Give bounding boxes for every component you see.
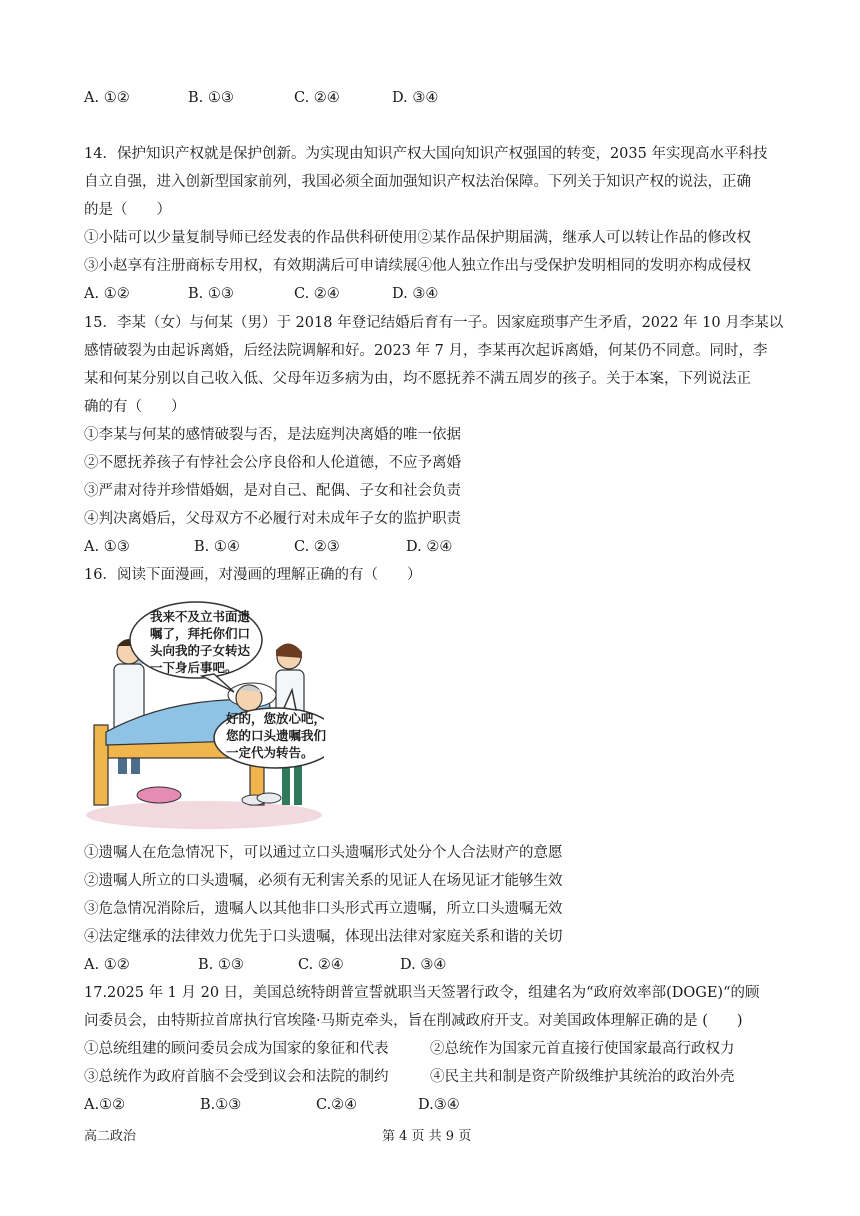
bubble-nurse-line: 好的，您放心吧， (226, 711, 327, 726)
q14-stem-line-3: 的是（ ） (84, 202, 171, 218)
q16-statement-3: ③危急情况消除后，遗嘱人以其他非口头形式再立遗嘱，所立口头遗嘱无效 (84, 901, 563, 917)
bubble-patient (150, 608, 250, 676)
q15-option-b: B. ①④ (194, 539, 240, 555)
q15-option-c: C. ②③ (294, 539, 340, 555)
q16-stem: 16．阅读下面漫画，对漫画的理解正确的有（ ） (84, 567, 422, 583)
q14-stem-line-1: 14．保护知识产权就是保护创新。为实现由知识产权大国向知识产权强国的转变，2035 年实现高水平科技 (84, 146, 768, 162)
q16-statement-1: ①遗嘱人在危急情况下，可以通过立口头遗嘱形式处分个人合法财产的意愿 (84, 845, 563, 861)
q13-option-c: C. ②④ (294, 90, 340, 106)
q16-statement-4: ④法定继承的法律效力优先于口头遗嘱，体现出法律对家庭关系和谐的关切 (84, 929, 563, 945)
q17-option-d: D.③④ (418, 1097, 460, 1113)
q17-statements-line-2 (84, 1067, 735, 1087)
bubble-nurse (226, 710, 326, 761)
q14-option-d: D. ③④ (392, 286, 439, 302)
q15-stem-line-1: 15．李某（女）与何某（男）于 2018 年登记结婚后育有一子。因家庭琐事产生矛盾，2022 年 10 月李某以 (84, 315, 784, 331)
q16-option-d: D. ③④ (400, 957, 447, 973)
q16-option-a: A. ①② (84, 957, 130, 973)
footer-page-number: 第 4 页 共 9 页 (382, 1129, 472, 1144)
q17-statement-3: ③总统作为政府首脑不会受到议会和法院的制约 (84, 1069, 389, 1085)
q17-statements-line-1 (84, 1039, 735, 1059)
q13-option-a: A. ①② (84, 90, 130, 106)
q17-option-a: A.①② (84, 1097, 126, 1113)
q17-statement-4: ④民主共和制是资产阶级维护其统治的政治外壳 (430, 1069, 735, 1085)
footer-subject: 高二政治 (84, 1129, 137, 1144)
q14-option-b: B. ①③ (188, 286, 234, 302)
q14-statements-line-1: ①小陆可以少量复制导师已经发表的作品供科研使用②某作品保护期届满，继承人可以转让作品的修改权 (84, 230, 751, 246)
q15-stem-line-3: 某和何某分别以自己收入低、父母年迈多病为由，均不愿抚养不满五周岁的孩子。关于本案，下列说法正 (84, 371, 751, 387)
bubble-patient-line: 我来不及立书面遗 (150, 609, 251, 624)
q15-option-a: A. ①③ (84, 539, 130, 555)
q14-statements-line-2: ③小赵享有注册商标专用权，有效期满后可申请续展④他人独立作出与受保护发明相同的发明亦构成侵权 (84, 258, 751, 274)
bubble-nurse-line: 一定代为转告。 (226, 745, 314, 760)
q17-stem-line-1: 17.2025 年 1 月 20 日，美国总统特朗普宣誓就职当天签署行政令，组建名为“政府效率部(DOGE)“的顾 (84, 985, 760, 1001)
q16-statement-2: ②遗嘱人所立的口头遗嘱，必须有无利害关系的见证人在场见证才能够生效 (84, 873, 563, 889)
q15-option-d: D. ②④ (406, 539, 453, 555)
q13-option-d: D. ③④ (392, 90, 439, 106)
q14-option-a: A. ①② (84, 286, 130, 302)
q17-option-b: B.①③ (200, 1097, 242, 1113)
q14-stem-line-2: 自立自强，进入创新型国家前列，我国必须全面加强知识产权法治保障。下列关于知识产权的说法，正确 (84, 174, 751, 190)
q13-option-b: B. ①③ (188, 90, 234, 106)
q15-statement-1: ①李某与何某的感情破裂与否，是法庭判决离婚的唯一依据 (84, 427, 461, 443)
q17-statement-1: ①总统组建的顾问委员会成为国家的象征和代表 (84, 1041, 389, 1057)
q16-option-b: B. ①③ (198, 957, 244, 973)
q16-option-c: C. ②④ (298, 957, 344, 973)
bubble-patient-line: 嘱了，拜托你们口 (150, 626, 251, 641)
q14-option-c: C. ②④ (294, 286, 340, 302)
q17-stem-line-2: 问委员会，由特斯拉首席执行官埃隆·马斯克牵头，旨在削减政府开支。对美国政体理解正确的是 ( ) (84, 1013, 743, 1029)
q15-statement-4: ④判决离婚后，父母双方不必履行对未成年子女的监护职责 (84, 511, 461, 527)
q17-statement-2: ②总统作为国家元首直接行使国家最高行政权力 (430, 1041, 735, 1057)
q15-statement-2: ②不愿抚养孩子有悖社会公序良俗和人伦道德，不应予离婚 (84, 455, 461, 471)
bubble-nurse-line: 您的口头遗嘱我们 (226, 728, 327, 743)
q15-stem-line-4: 确的有（ ） (84, 399, 186, 415)
bubble-patient-line: 一下身后事吧。 (150, 660, 238, 675)
q15-stem-line-2: 感情破裂为由起诉离婚，后经法院调解和好。2023 年 7 月，李某再次起诉离婚，何某仍不同意。同时，李 (84, 343, 768, 359)
bubble-patient-line: 头向我的子女转达 (150, 643, 251, 658)
q15-statement-3: ③严肃对待并珍惜婚姻，是对自己、配偶、子女和社会负责 (84, 483, 461, 499)
q17-option-c: C.②④ (316, 1097, 358, 1113)
